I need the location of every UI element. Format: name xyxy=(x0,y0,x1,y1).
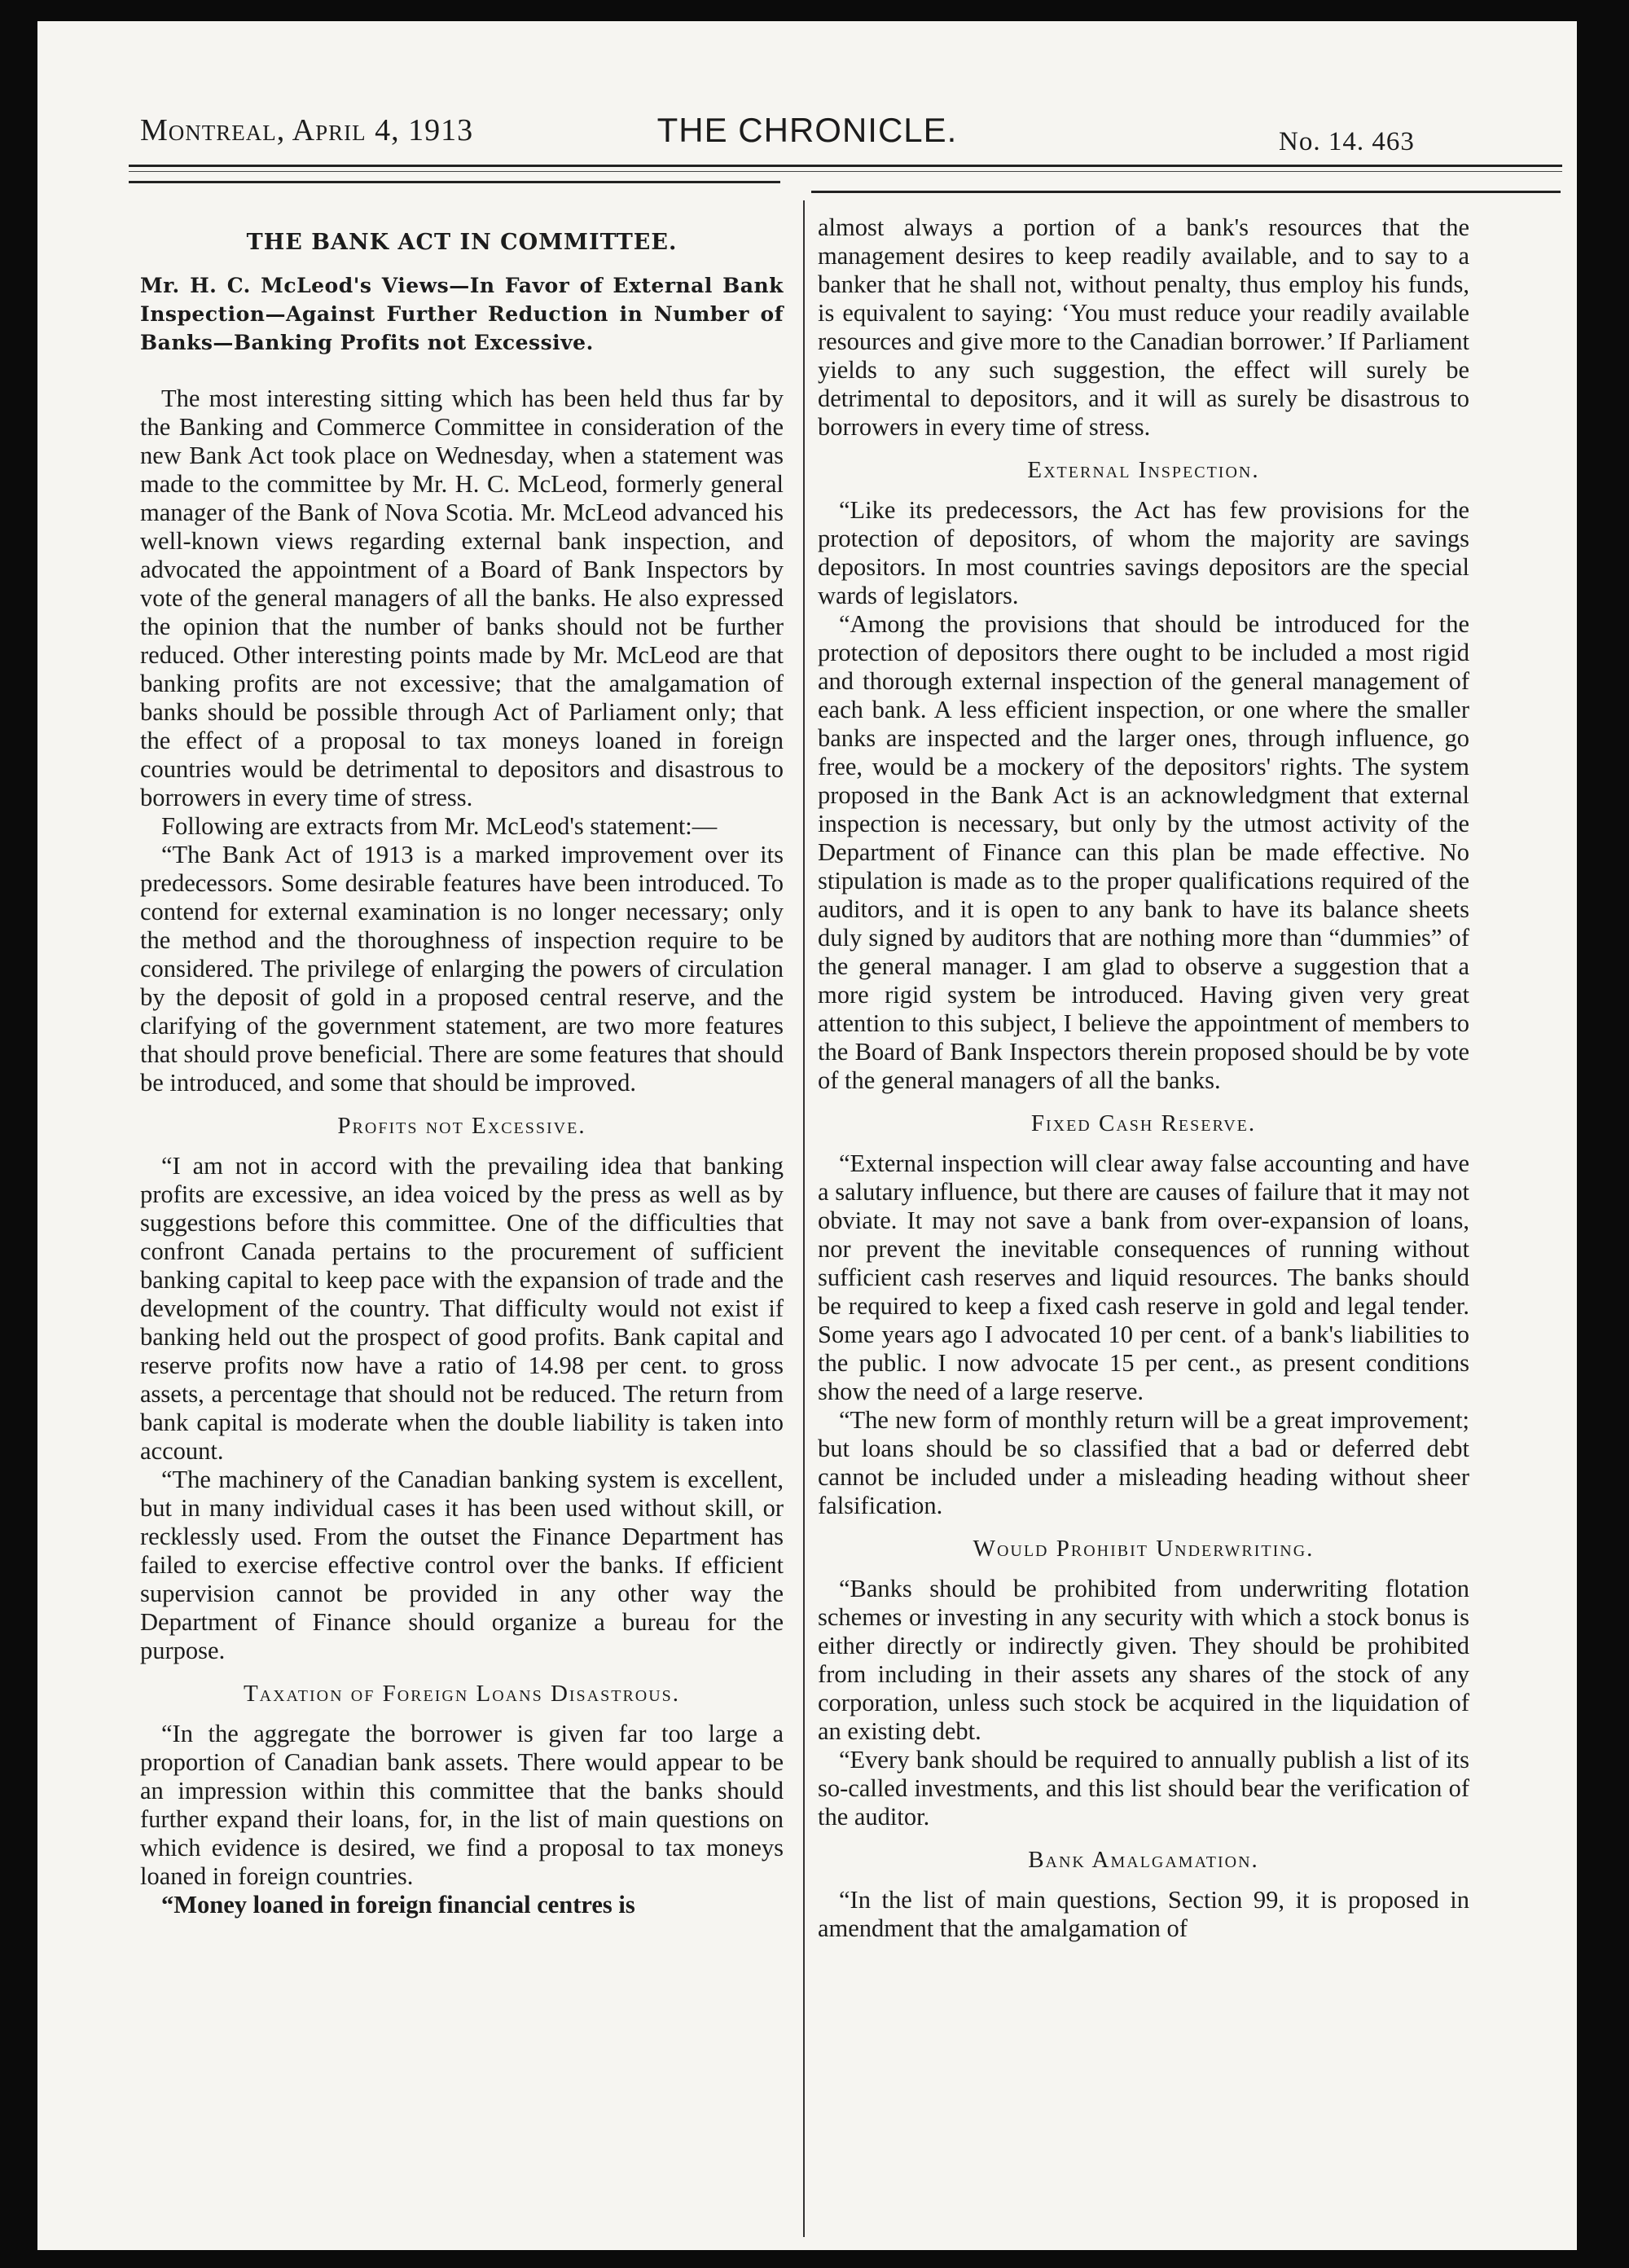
continuation-paragraph: almost always a portion of a bank's resources that the management desires to keep readily available, and to say to a banker that he shall not, without penalty, thus employ his funds, is equivalent to saying: ‘You must reduce your readily available resources and give more to the Canadian borrower.’ If Parliament yields to any such suggestion, the effect will surely be detrimental to depositors, and it will as surely be disastrous to borrowers in every time of stress. xyxy=(818,213,1469,441)
intro-paragraph: The most interesting sitting which has been held thus far by the Banking and Commerce Committee in consideration of the new Bank Act took place on Wednesday, when a statement was made to the committee by Mr. H. C. McLeod, formerly general manager of the Bank of Nova Scotia. Mr. McLeod advanced his well-known views regarding external bank inspection, and advocated the appointment of a Board of Bank Inspectors by vote of the general managers of all the banks. He also expressed the opinion that the number of banks should not be further reduced. Other interesting points made by Mr. McLeod are that banking profits are not excessive; that the amalgamation of banks should be possible through Act of Parliament only; that the effect of a proposal to tax moneys loaned in foreign countries would be detrimental to depositors and disastrous to borrowers in every time of stress. xyxy=(140,385,784,811)
section-heading-external: External Inspection. xyxy=(1027,457,1260,483)
intro-paragraph: “The Bank Act of 1913 is a marked improvement over its predecessors. Some desirable features have been introduced. To contend for external examination is no longer necessary; only the method and the thoroughness of inspection require to be considered. The privilege of enlarging the powers of circulation by the deposit of gold in a proposed central reserve, and the clarifying of the government statement, are two more features that should prove beneficial. There are some features that should be introduced, and some that should be improved. xyxy=(140,841,784,1097)
left-column-rule xyxy=(129,181,780,183)
section-heading-fixed-cash: Fixed Cash Reserve. xyxy=(1030,1110,1257,1136)
fixed-cash-paragraph: “External inspection will clear away false accounting and have a salutary influence, but there are causes of failure that it may not obviate. It may not save a bank from over-expansion of loans, nor prevent the inevitable consequences of running without sufficient cash reserves and liquid resources. The banks should be required to keep a fixed cash reserve in gold and legal tender. Some years ago I advocated 10 per cent. of a bank's liabilities to the public. I now advocate 15 per cent., as present conditions show the need of a large reserve. xyxy=(818,1149,1469,1405)
header-rule xyxy=(129,165,1562,167)
right-column-rule xyxy=(811,191,1561,193)
page-header xyxy=(37,21,1577,184)
article-deck: Mr. H. C. McLeod's Views—In Favor of External Bank Inspection—Against Further Reduction in Number of Banks—Banking Profits not Excessive. xyxy=(140,274,784,354)
section-heading-underwriting: Would Prohibit Underwriting. xyxy=(973,1536,1315,1562)
underwriting-paragraph: “Banks should be prohibited from underwriting flotation schemes or investing in any security with which a stock bonus is either directly or indirectly given. They should be prohibited from including in their assets any shares of the stock of any corporation, unless such stock be acquired in the liquidation of an existing debt. xyxy=(818,1575,1469,1745)
newspaper-page xyxy=(37,21,1577,2250)
right-column xyxy=(818,213,1469,1943)
left-column xyxy=(140,213,784,1919)
external-paragraph: “Among the provisions that should be introduced for the protection of depositors there ought to be included a most rigid and thorough external inspection of the general management of each bank. A less efficient inspection, or one where the smaller banks are inspected and the larger ones, through influence, go free, would be a mockery of the depositors' rights. The system proposed in the Bank Act is an acknowledgment that external inspection is necessary, but only by the utmost activity of the Department of Finance can this plan be made effective. No stipulation is made as to the proper qualifications required of the auditors, and it is open to any bank to have its balance sheets duly signed by auditors that are nothing more than “dummies” of the general manager. I am glad to observe a suggestion that a more rigid system be introduced. Having given very great attention to this subject, I believe the appointment of members to the Board of Bank Inspectors therein proposed should be by vote of the general managers of all the banks. xyxy=(818,610,1469,1094)
article-title: THE BANK ACT IN COMMITTEE. xyxy=(246,230,678,255)
external-paragraph: “Like its predecessors, the Act has few provisions for the protection of depositors, of whom the majority are savings depositors. In most countries savings depositors are the special wards of legislators. xyxy=(818,496,1469,609)
section-heading-taxation: Taxation of Foreign Loans Disastrous. xyxy=(243,1681,681,1707)
taxation-paragraph: “Money loaned in foreign financial centres is xyxy=(161,1891,635,1919)
column-divider xyxy=(803,200,805,2237)
intro-paragraph: Following are extracts from Mr. McLeod's statement:— xyxy=(161,812,718,840)
amalgamation-paragraph: “In the list of main questions, Section 99, it is proposed in amendment that the amalgamation of xyxy=(818,1886,1469,1942)
taxation-paragraph: “In the aggregate the borrower is given far too large a proportion of Canadian bank assets. There would appear to be an impression within this committee that the banks should further expand their loans, for, in the list of main questions on which evidence is desired, we find a proposal to tax moneys loaned in foreign countries. xyxy=(140,1720,784,1890)
section-heading-amalgamation: Bank Amalgamation. xyxy=(1028,1847,1259,1873)
profits-paragraph: “The machinery of the Canadian banking system is excellent, but in many individual cases it has been used without skill, or recklessly used. From the outset the Finance Department has failed to exercise effective control over the banks. If efficient supervision cannot be provided in any other way the Department of Finance should organize a bureau for the purpose. xyxy=(140,1466,784,1664)
header-masthead: THE CHRONICLE. xyxy=(656,111,958,149)
section-heading-profits: Profits not Excessive. xyxy=(337,1113,586,1139)
header-rule-thin xyxy=(129,171,1562,172)
fixed-cash-paragraph: “The new form of monthly return will be a great improvement; but loans should be so classified that a bad or deferred debt cannot be included under a misleading heading without sheer falsification. xyxy=(818,1406,1469,1519)
header-page-number: No. 14. 463 xyxy=(1279,127,1415,156)
header-dateline: Montreal, April 4, 1913 xyxy=(140,113,474,147)
profits-paragraph: “I am not in accord with the prevailing idea that banking profits are excessive, an idea voiced by the press as well as by suggestions before this committee. One of the difficulties that confront Canada pertains to the procurement of sufficient banking capital to keep pace with the expansion of trade and the development of the country. That difficulty would not exist if banking held out the prospect of good profits. Bank capital and reserve profits now have a ratio of 14.98 per cent. to gross assets, a percentage that should not be reduced. The return from bank capital is moderate when the double liability is taken into account. xyxy=(140,1152,784,1465)
underwriting-paragraph: “Every bank should be required to annually publish a list of its so-called investments, and this list should bear the verification of the auditor. xyxy=(818,1746,1469,1831)
